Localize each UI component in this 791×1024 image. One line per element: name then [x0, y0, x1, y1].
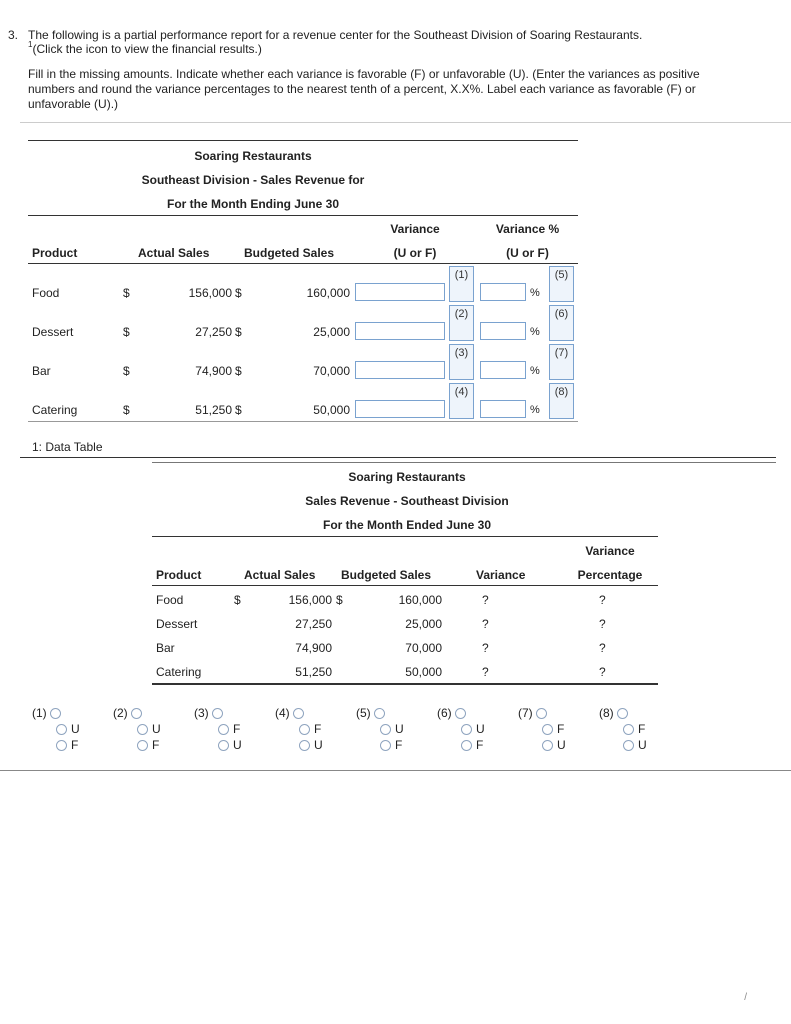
footer-divider [0, 770, 791, 771]
option-label: F [233, 722, 241, 736]
dt-variance: ? [482, 641, 489, 655]
variance-input-3[interactable] [355, 361, 445, 379]
report-subtitle: Southeast Division - Sales Revenue for [141, 173, 365, 187]
radio-icon[interactable] [299, 740, 310, 751]
dt-variance-pct: ? [599, 641, 606, 655]
tag-number: (4) [454, 386, 469, 398]
actual-sales-value: 156,000 [188, 286, 232, 300]
radio-icon[interactable] [218, 724, 229, 735]
variance-pct-input-3[interactable] [480, 361, 526, 379]
financial-results-link[interactable] [28, 42, 262, 56]
option-label: F [71, 738, 79, 752]
dt-product: Dessert [156, 617, 198, 631]
variance-pct-input-4[interactable] [480, 400, 526, 418]
option-label: F [152, 738, 160, 752]
radio-icon[interactable] [380, 740, 391, 751]
variance-pct-label-select-7[interactable] [549, 344, 574, 380]
header-variance-pct: Variance % [495, 222, 560, 236]
header-variance: Variance [390, 222, 440, 236]
variance-label-select-4[interactable] [449, 383, 474, 419]
data-table-title: Soaring Restaurants [348, 470, 466, 484]
variance-pct-input-2[interactable] [480, 322, 526, 340]
currency-symbol: $ [123, 286, 130, 300]
dt-product: Catering [156, 665, 202, 679]
dt-product: Food [156, 593, 184, 607]
data-table-title-rule [152, 536, 658, 537]
report-bottom-rule [28, 421, 578, 422]
variance-label-select-3[interactable] [449, 344, 474, 380]
choice-label: (8) [599, 706, 614, 720]
variance-label-select-1[interactable] [449, 266, 474, 302]
radio-icon[interactable] [542, 724, 553, 735]
choice-label: (3) [194, 706, 209, 720]
option-label: U [395, 722, 404, 736]
dt-currency: $ [234, 593, 241, 607]
currency-symbol: $ [235, 364, 242, 378]
row-product: Dessert [32, 325, 74, 339]
radio-icon[interactable] [137, 740, 148, 751]
footnote-marker: 1 [28, 40, 33, 49]
option-label: U [557, 738, 566, 752]
radio-icon[interactable] [623, 740, 634, 751]
currency-symbol: $ [235, 325, 242, 339]
tag-number: (7) [554, 347, 569, 359]
variance-pct-label-select-5[interactable] [549, 266, 574, 302]
percent-sign: % [530, 404, 540, 416]
variance-label-select-2[interactable] [449, 305, 474, 341]
variance-pct-label-select-6[interactable] [549, 305, 574, 341]
percent-sign: % [530, 365, 540, 377]
radio-icon[interactable] [623, 724, 634, 735]
data-table-top-rule [20, 457, 776, 458]
radio-icon[interactable] [461, 724, 472, 735]
dt-product: Bar [156, 641, 175, 655]
radio-unselected-icon[interactable] [374, 708, 385, 719]
radio-icon[interactable] [56, 740, 67, 751]
variance-pct-label-select-8[interactable] [549, 383, 574, 419]
question-text: The following is a partial performance report for a revenue center for the Southeast Division of Soaring Restaurants. [28, 28, 643, 42]
variance-input-1[interactable] [355, 283, 445, 301]
tag-number: (3) [454, 347, 469, 359]
radio-icon[interactable] [461, 740, 472, 751]
percent-sign: % [530, 287, 540, 299]
dt-variance-pct: ? [599, 665, 606, 679]
option-label: F [638, 722, 646, 736]
radio-unselected-icon[interactable] [455, 708, 466, 719]
choice-group-4 [275, 705, 323, 753]
option-label: F [557, 722, 565, 736]
currency-symbol: $ [235, 403, 242, 417]
choice-group-1 [32, 705, 80, 753]
divider [20, 122, 791, 123]
choice-label: (1) [32, 706, 47, 720]
option-label: U [233, 738, 242, 752]
radio-unselected-icon[interactable] [131, 708, 142, 719]
dt-header-variance: Variance [476, 568, 526, 582]
tag-number: (6) [554, 308, 569, 320]
dt-header-budgeted: Budgeted Sales [341, 568, 432, 582]
choice-group-7 [518, 705, 566, 753]
choice-group-2 [113, 705, 161, 753]
report-top-rule [28, 140, 578, 141]
choice-group-8 [599, 705, 647, 753]
actual-sales-value: 74,900 [195, 364, 232, 378]
row-product: Catering [32, 403, 78, 417]
radio-icon[interactable] [56, 724, 67, 735]
choice-label: (5) [356, 706, 371, 720]
radio-unselected-icon[interactable] [536, 708, 547, 719]
dt-variance: ? [482, 617, 489, 631]
dt-budgeted: 70,000 [405, 641, 442, 655]
currency-symbol: $ [123, 325, 130, 339]
budgeted-sales-value: 25,000 [313, 325, 350, 339]
dt-budgeted: 160,000 [398, 593, 442, 607]
radio-icon[interactable] [299, 724, 310, 735]
dt-budgeted: 50,000 [405, 665, 442, 679]
percent-sign: % [530, 326, 540, 338]
choice-label: (6) [437, 706, 452, 720]
header-variance-pct-sub: (U or F) [506, 246, 549, 260]
data-table-header-rule [152, 585, 658, 586]
radio-unselected-icon[interactable] [212, 708, 223, 719]
option-label: U [476, 722, 485, 736]
dt-actual: 156,000 [288, 593, 332, 607]
tag-number: (2) [454, 308, 469, 320]
report-header-rule [28, 263, 578, 264]
dt-budgeted: 25,000 [405, 617, 442, 631]
tag-number: (1) [454, 269, 469, 281]
radio-unselected-icon[interactable] [293, 708, 304, 719]
dt-variance-pct: ? [599, 617, 606, 631]
dt-header-actual: Actual Sales [244, 568, 316, 582]
radio-icon[interactable] [380, 724, 391, 735]
data-table-period: For the Month Ended June 30 [322, 518, 491, 532]
header-actual-sales: Actual Sales [138, 246, 210, 260]
page-mark: / [744, 992, 747, 1003]
choice-label: (4) [275, 706, 290, 720]
choice-group-6 [437, 705, 485, 753]
variance-pct-input-1[interactable] [480, 283, 526, 301]
option-label: U [71, 722, 80, 736]
radio-icon[interactable] [218, 740, 229, 751]
currency-symbol: $ [123, 403, 130, 417]
report-title-rule [28, 215, 578, 216]
data-table-bottom-rule [152, 683, 658, 685]
choice-group-3 [194, 705, 242, 753]
tag-number: (5) [554, 269, 569, 281]
dt-variance: ? [482, 665, 489, 679]
dt-variance: ? [482, 593, 489, 607]
dt-header-product: Product [156, 568, 202, 582]
choice-label: (7) [518, 706, 533, 720]
instructions: Fill in the missing amounts. Indicate whether each variance is favorable (F) or unfavorable (U). (Enter the variances as positive numbers and round the variance percentages to the nearest tenth of a percent, X.X%. Label each variance as favorable (F) or unfavorable (U).) [28, 67, 700, 111]
choice-group-5 [356, 705, 404, 753]
dt-variance-pct: ? [599, 593, 606, 607]
row-product: Bar [32, 364, 51, 378]
actual-sales-value: 27,250 [195, 325, 232, 339]
variance-input-4[interactable] [355, 400, 445, 418]
radio-icon[interactable] [542, 740, 553, 751]
option-label: F [314, 722, 322, 736]
data-table-inner-rule [152, 462, 776, 463]
dt-header-varpct-bottom: Percentage [577, 568, 643, 582]
choice-label: (2) [113, 706, 128, 720]
radio-unselected-icon[interactable] [617, 708, 628, 719]
data-table-subtitle: Sales Revenue - Southeast Division [305, 494, 509, 508]
dt-header-varpct-top: Variance [585, 544, 635, 558]
option-label: F [476, 738, 484, 752]
report-period: For the Month Ending June 30 [167, 197, 339, 211]
radio-unselected-icon[interactable] [50, 708, 61, 719]
variance-input-2[interactable] [355, 322, 445, 340]
report-title: Soaring Restaurants [194, 149, 312, 163]
option-label: U [152, 722, 161, 736]
row-product: Food [32, 286, 60, 300]
option-label: F [395, 738, 403, 752]
currency-symbol: $ [123, 364, 130, 378]
header-variance-sub: (U or F) [393, 246, 437, 260]
budgeted-sales-value: 70,000 [313, 364, 350, 378]
dt-actual: 27,250 [295, 617, 332, 631]
header-budgeted-sales: Budgeted Sales [244, 246, 335, 260]
question-number: 3. [8, 28, 19, 42]
dt-actual: 51,250 [295, 665, 332, 679]
tag-number: (8) [554, 386, 569, 398]
option-label: U [314, 738, 323, 752]
radio-icon[interactable] [137, 724, 148, 735]
dt-actual: 74,900 [295, 641, 332, 655]
currency-symbol: $ [235, 286, 242, 300]
budgeted-sales-value: 160,000 [306, 286, 350, 300]
actual-sales-value: 51,250 [195, 403, 232, 417]
option-label: U [638, 738, 647, 752]
budgeted-sales-value: 50,000 [313, 403, 350, 417]
dt-currency: $ [336, 593, 343, 607]
financial-results-link-text[interactable]: (Click the icon to view the financial results.) [32, 42, 262, 56]
data-table-label: 1: Data Table [32, 440, 103, 454]
header-product: Product [32, 246, 78, 260]
